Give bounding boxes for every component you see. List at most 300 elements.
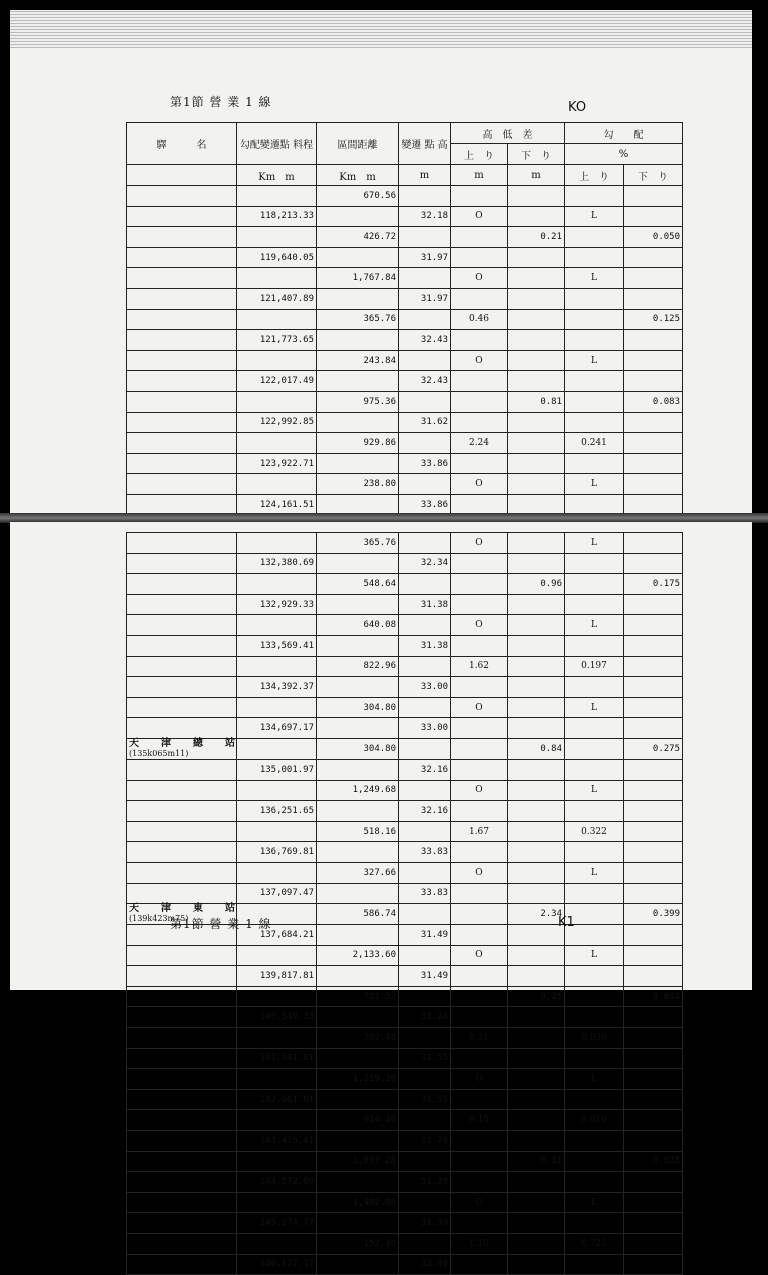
up-cell — [451, 986, 508, 1007]
up-cell — [451, 677, 508, 698]
up-cell: O — [451, 533, 508, 554]
gd-cell — [624, 677, 683, 698]
gu-cell — [565, 759, 624, 780]
sec-cell: 914.40 — [317, 1110, 399, 1131]
table-row — [127, 801, 683, 822]
dn-cell — [508, 842, 565, 863]
station-cell — [127, 862, 237, 883]
el-cell — [399, 904, 451, 925]
table-row — [127, 986, 683, 1007]
up-cell: O — [451, 1192, 508, 1213]
dn-cell — [508, 1007, 565, 1028]
table-row — [127, 1192, 683, 1213]
el-cell — [399, 1069, 451, 1090]
table-row — [127, 1234, 683, 1255]
table-row — [127, 1069, 683, 1090]
table-row — [127, 635, 683, 656]
el-cell — [399, 227, 451, 248]
station-cell — [127, 1131, 237, 1152]
station-cell — [127, 1254, 237, 1275]
gu-cell — [565, 330, 624, 351]
gu-cell — [565, 1131, 624, 1152]
up-cell: 1.67 — [451, 821, 508, 842]
dn-cell — [508, 553, 565, 574]
dn-cell — [508, 1172, 565, 1193]
dn-cell: 0.21 — [508, 227, 565, 248]
col-gradient: 勾 配 — [565, 123, 683, 144]
el-cell: 32.49 — [399, 1254, 451, 1275]
gu-cell — [565, 227, 624, 248]
km-cell — [237, 615, 317, 636]
up-cell — [451, 759, 508, 780]
dn-cell — [508, 186, 565, 207]
sec-cell: 670.56 — [317, 186, 399, 207]
gu-cell — [565, 738, 624, 759]
km-cell — [237, 697, 317, 718]
table-row — [127, 1151, 683, 1172]
gd-cell — [624, 718, 683, 739]
km-cell — [237, 945, 317, 966]
el-cell — [399, 1028, 451, 1049]
dn-cell — [508, 925, 565, 946]
km-cell — [237, 268, 317, 289]
gd-cell — [624, 1110, 683, 1131]
gu-cell: 0.322 — [565, 821, 624, 842]
gu-cell — [565, 1089, 624, 1110]
el-cell: 31.70 — [399, 1131, 451, 1152]
table-row — [127, 759, 683, 780]
up-cell: O — [451, 615, 508, 636]
sec-cell — [317, 330, 399, 351]
dn-cell: 0.31 — [508, 1151, 565, 1172]
dn-cell — [508, 350, 565, 371]
sec-cell: 2,133.60 — [317, 945, 399, 966]
up-cell — [451, 883, 508, 904]
gu-cell: 0.241 — [565, 433, 624, 454]
sec-cell: 304.80 — [317, 697, 399, 718]
sec-cell: 1,249.68 — [317, 780, 399, 801]
station-cell — [127, 677, 237, 698]
sec-cell — [317, 677, 399, 698]
up-cell — [451, 1007, 508, 1028]
sec-cell — [317, 925, 399, 946]
dn-cell — [508, 412, 565, 433]
gu-cell — [565, 453, 624, 474]
up-cell — [451, 718, 508, 739]
gd-cell — [624, 925, 683, 946]
gd-cell — [624, 1172, 683, 1193]
up-cell: O — [451, 206, 508, 227]
up-cell — [451, 247, 508, 268]
el-cell — [399, 350, 451, 371]
station-cell — [127, 1213, 237, 1234]
up-cell — [451, 738, 508, 759]
page-footer-title: 第1節 營 業 1 線 — [170, 917, 272, 931]
km-cell: 140,549.33 — [237, 1007, 317, 1028]
up-cell — [451, 330, 508, 351]
gd-cell — [624, 1028, 683, 1049]
dn-cell — [508, 247, 565, 268]
station-cell — [127, 227, 237, 248]
sec-cell: 1,767.84 — [317, 268, 399, 289]
gd-cell — [624, 656, 683, 677]
el-cell: 31.62 — [399, 412, 451, 433]
km-cell: 134,697.17 — [237, 718, 317, 739]
dn-cell — [508, 1131, 565, 1152]
table-row — [127, 656, 683, 677]
gd-cell: 0.175 — [624, 574, 683, 595]
km-cell: 143,475.41 — [237, 1131, 317, 1152]
dn-cell — [508, 371, 565, 392]
sec-cell — [317, 247, 399, 268]
km-cell — [237, 1192, 317, 1213]
sec-cell: 327.66 — [317, 862, 399, 883]
sec-cell: 304.80 — [317, 738, 399, 759]
sec-cell — [317, 883, 399, 904]
station-cell — [127, 1151, 237, 1172]
table-row — [127, 1089, 683, 1110]
up-cell — [451, 966, 508, 987]
up-cell — [451, 1151, 508, 1172]
gd-cell — [624, 1192, 683, 1213]
gd-cell — [624, 801, 683, 822]
gu-cell — [565, 883, 624, 904]
km-cell: 142,561.01 — [237, 1089, 317, 1110]
sec-cell: 426.72 — [317, 227, 399, 248]
gd-cell — [624, 247, 683, 268]
station-cell — [127, 966, 237, 987]
table-row — [127, 268, 683, 289]
unit-m-up: m — [451, 165, 508, 186]
up-cell — [451, 227, 508, 248]
gu-cell — [565, 801, 624, 822]
unit-blank — [127, 165, 237, 186]
gu-cell: 0.197 — [565, 656, 624, 677]
sec-cell: 975.36 — [317, 391, 399, 412]
gd-cell — [624, 862, 683, 883]
station-cell — [127, 986, 237, 1007]
sec-cell — [317, 1048, 399, 1069]
up-cell — [451, 494, 508, 515]
el-cell: 32.16 — [399, 801, 451, 822]
gu-cell: L — [565, 206, 624, 227]
gd-cell — [624, 268, 683, 289]
gu-cell — [565, 1048, 624, 1069]
gu-cell — [565, 594, 624, 615]
dn-cell — [508, 1089, 565, 1110]
sec-cell — [317, 759, 399, 780]
station-cell — [127, 247, 237, 268]
el-cell — [399, 1234, 451, 1255]
el-cell: 32.43 — [399, 371, 451, 392]
unit-grad-up: 上 り — [565, 165, 624, 186]
station-cell — [127, 945, 237, 966]
dn-cell — [508, 206, 565, 227]
table-row — [127, 350, 683, 371]
gradient-table-bottom — [126, 532, 683, 1275]
sec-cell: 929.86 — [317, 433, 399, 454]
up-cell: 0.15 — [451, 1110, 508, 1131]
station-cell — [127, 801, 237, 822]
el-cell: 31.38 — [399, 594, 451, 615]
el-cell: 31.49 — [399, 925, 451, 946]
km-cell — [237, 656, 317, 677]
km-cell — [237, 1028, 317, 1049]
gu-cell — [565, 1172, 624, 1193]
up-cell — [451, 594, 508, 615]
gd-cell: 0.034 — [624, 986, 683, 1007]
table-row — [127, 966, 683, 987]
dn-cell — [508, 268, 565, 289]
table-row — [127, 247, 683, 268]
sec-cell: 1,097.28 — [317, 1151, 399, 1172]
km-cell — [237, 391, 317, 412]
el-cell — [399, 615, 451, 636]
gu-cell — [565, 1007, 624, 1028]
bottom-page — [10, 522, 752, 1270]
el-cell: 33.00 — [399, 718, 451, 739]
el-cell: 31.39 — [399, 1213, 451, 1234]
station-cell — [127, 1028, 237, 1049]
km-cell: 134,392.37 — [237, 677, 317, 698]
el-cell — [399, 391, 451, 412]
km-cell — [237, 1069, 317, 1090]
dn-cell — [508, 1254, 565, 1275]
gu-cell — [565, 1213, 624, 1234]
gd-cell: 0.050 — [624, 227, 683, 248]
el-cell — [399, 533, 451, 554]
el-cell — [399, 697, 451, 718]
el-cell: 31.97 — [399, 247, 451, 268]
dn-cell: 0.81 — [508, 391, 565, 412]
gu-cell — [565, 986, 624, 1007]
station-cell — [127, 1048, 237, 1069]
up-cell — [451, 553, 508, 574]
gd-cell — [624, 1048, 683, 1069]
page-header-title: 第1節 營 業 1 線 — [170, 95, 272, 109]
gd-cell — [624, 1007, 683, 1028]
gd-cell: 0.275 — [624, 738, 683, 759]
el-cell: 31.24 — [399, 1007, 451, 1028]
sec-cell — [317, 718, 399, 739]
el-cell: 33.00 — [399, 677, 451, 698]
km-cell: 132,380.69 — [237, 553, 317, 574]
page-number: KO — [568, 100, 587, 115]
table-row — [127, 615, 683, 636]
station-cell — [127, 309, 237, 330]
dn-cell: 2.34 — [508, 904, 565, 925]
dn-cell — [508, 656, 565, 677]
gd-cell: 0.399 — [624, 904, 683, 925]
gu-cell — [565, 574, 624, 595]
up-cell: O — [451, 697, 508, 718]
table-row — [127, 371, 683, 392]
table-row — [127, 309, 683, 330]
col-elev-diff: 高 低 差 — [451, 123, 565, 144]
sec-cell — [317, 1172, 399, 1193]
dn-cell: 0.84 — [508, 738, 565, 759]
dn-cell — [508, 697, 565, 718]
gu-cell — [565, 842, 624, 863]
el-cell: 31.55 — [399, 1089, 451, 1110]
up-cell: O — [451, 350, 508, 371]
km-cell — [237, 186, 317, 207]
sec-cell: 238.80 — [317, 474, 399, 495]
top-page — [10, 10, 752, 515]
km-cell — [237, 227, 317, 248]
km-cell: 122,017.49 — [237, 371, 317, 392]
dn-cell — [508, 1048, 565, 1069]
dn-cell — [508, 1069, 565, 1090]
station-cell — [127, 371, 237, 392]
gd-cell — [624, 1089, 683, 1110]
el-cell — [399, 780, 451, 801]
table-row — [127, 780, 683, 801]
gd-cell — [624, 945, 683, 966]
gu-cell — [565, 494, 624, 515]
sec-cell: 1,219.20 — [317, 1069, 399, 1090]
km-cell: 119,640.05 — [237, 247, 317, 268]
km-cell — [237, 1151, 317, 1172]
dn-cell — [508, 330, 565, 351]
gu-cell — [565, 1254, 624, 1275]
gu-cell — [565, 966, 624, 987]
sec-cell: 365.76 — [317, 533, 399, 554]
el-cell: 31.49 — [399, 966, 451, 987]
station-cell — [127, 718, 237, 739]
table-row — [127, 677, 683, 698]
dn-cell — [508, 1110, 565, 1131]
station-cell — [127, 842, 237, 863]
dn-cell — [508, 821, 565, 842]
gd-cell: 0.125 — [624, 309, 683, 330]
station-cell — [127, 883, 237, 904]
station-chainage: (139k423m75) — [129, 914, 189, 924]
gu-cell — [565, 371, 624, 392]
gd-cell — [624, 594, 683, 615]
el-cell — [399, 656, 451, 677]
el-cell: 31.39 — [399, 1172, 451, 1193]
km-cell — [237, 738, 317, 759]
up-cell — [451, 1131, 508, 1152]
gu-cell — [565, 553, 624, 574]
unit-m: m — [399, 165, 451, 186]
el-cell — [399, 474, 451, 495]
table-row — [127, 883, 683, 904]
unit-m-down: m — [508, 165, 565, 186]
sec-cell — [317, 842, 399, 863]
sec-cell: 1,402.08 — [317, 1192, 399, 1213]
table-row — [127, 594, 683, 615]
dn-cell — [508, 1192, 565, 1213]
dn-cell — [508, 594, 565, 615]
table-row — [127, 494, 683, 515]
station-cell — [127, 330, 237, 351]
up-cell: 0.31 — [451, 1028, 508, 1049]
km-cell: 136,769.81 — [237, 842, 317, 863]
el-cell — [399, 268, 451, 289]
up-cell: 1.10 — [451, 1234, 508, 1255]
gd-cell — [624, 288, 683, 309]
up-cell — [451, 1213, 508, 1234]
col-change-elev: 變遷 點 高 — [399, 123, 451, 165]
km-cell: 146,127.17 — [237, 1254, 317, 1275]
station-cell — [127, 474, 237, 495]
station-cell — [127, 533, 237, 554]
el-cell: 33.83 — [399, 883, 451, 904]
gu-cell: L — [565, 780, 624, 801]
station-cell — [127, 635, 237, 656]
gu-cell: L — [565, 474, 624, 495]
sec-cell — [317, 371, 399, 392]
table-row — [127, 738, 683, 759]
unit-grad-down: 下 り — [624, 165, 683, 186]
table-row — [127, 1213, 683, 1234]
gu-cell: L — [565, 697, 624, 718]
station-cell — [127, 1069, 237, 1090]
gd-cell — [624, 494, 683, 515]
gd-cell — [624, 697, 683, 718]
up-cell — [451, 371, 508, 392]
gd-cell — [624, 433, 683, 454]
station-cell — [127, 412, 237, 433]
station-cell — [127, 780, 237, 801]
sec-cell — [317, 288, 399, 309]
page-number-bottom: K1 — [558, 915, 575, 930]
sec-cell — [317, 966, 399, 987]
gu-cell: 0.016 — [565, 1110, 624, 1131]
station-cell — [127, 553, 237, 574]
station-cell — [127, 350, 237, 371]
up-cell: O — [451, 474, 508, 495]
dn-cell — [508, 615, 565, 636]
gd-cell — [624, 371, 683, 392]
el-cell: 32.18 — [399, 206, 451, 227]
up-cell — [451, 842, 508, 863]
el-cell: 31.55 — [399, 1048, 451, 1069]
table-row — [127, 1110, 683, 1131]
km-cell: 137,097.47 — [237, 883, 317, 904]
gd-cell — [624, 1069, 683, 1090]
gu-cell: L — [565, 1069, 624, 1090]
gu-cell — [565, 391, 624, 412]
station-cell — [127, 615, 237, 636]
page-edge — [10, 10, 752, 48]
col-pct: % — [565, 144, 683, 165]
km-cell: 122,992.85 — [237, 412, 317, 433]
station-name: 天 津 總 站 — [129, 737, 241, 749]
gd-cell — [624, 883, 683, 904]
up-cell: O — [451, 1069, 508, 1090]
km-cell — [237, 1234, 317, 1255]
km-cell — [237, 309, 317, 330]
km-cell: 145,974.77 — [237, 1213, 317, 1234]
gd-cell — [624, 966, 683, 987]
table-row — [127, 288, 683, 309]
el-cell: 33.86 — [399, 494, 451, 515]
table-row — [127, 574, 683, 595]
el-cell: 31.38 — [399, 635, 451, 656]
gd-cell: 0.028 — [624, 1151, 683, 1172]
col-grad-point: 勾配變遷點 料程 — [237, 123, 317, 165]
dn-cell — [508, 1028, 565, 1049]
up-cell — [451, 801, 508, 822]
station-cell — [127, 656, 237, 677]
station-cell — [127, 594, 237, 615]
gu-cell: 0.039 — [565, 1028, 624, 1049]
station-cell — [127, 288, 237, 309]
sec-cell — [317, 1254, 399, 1275]
